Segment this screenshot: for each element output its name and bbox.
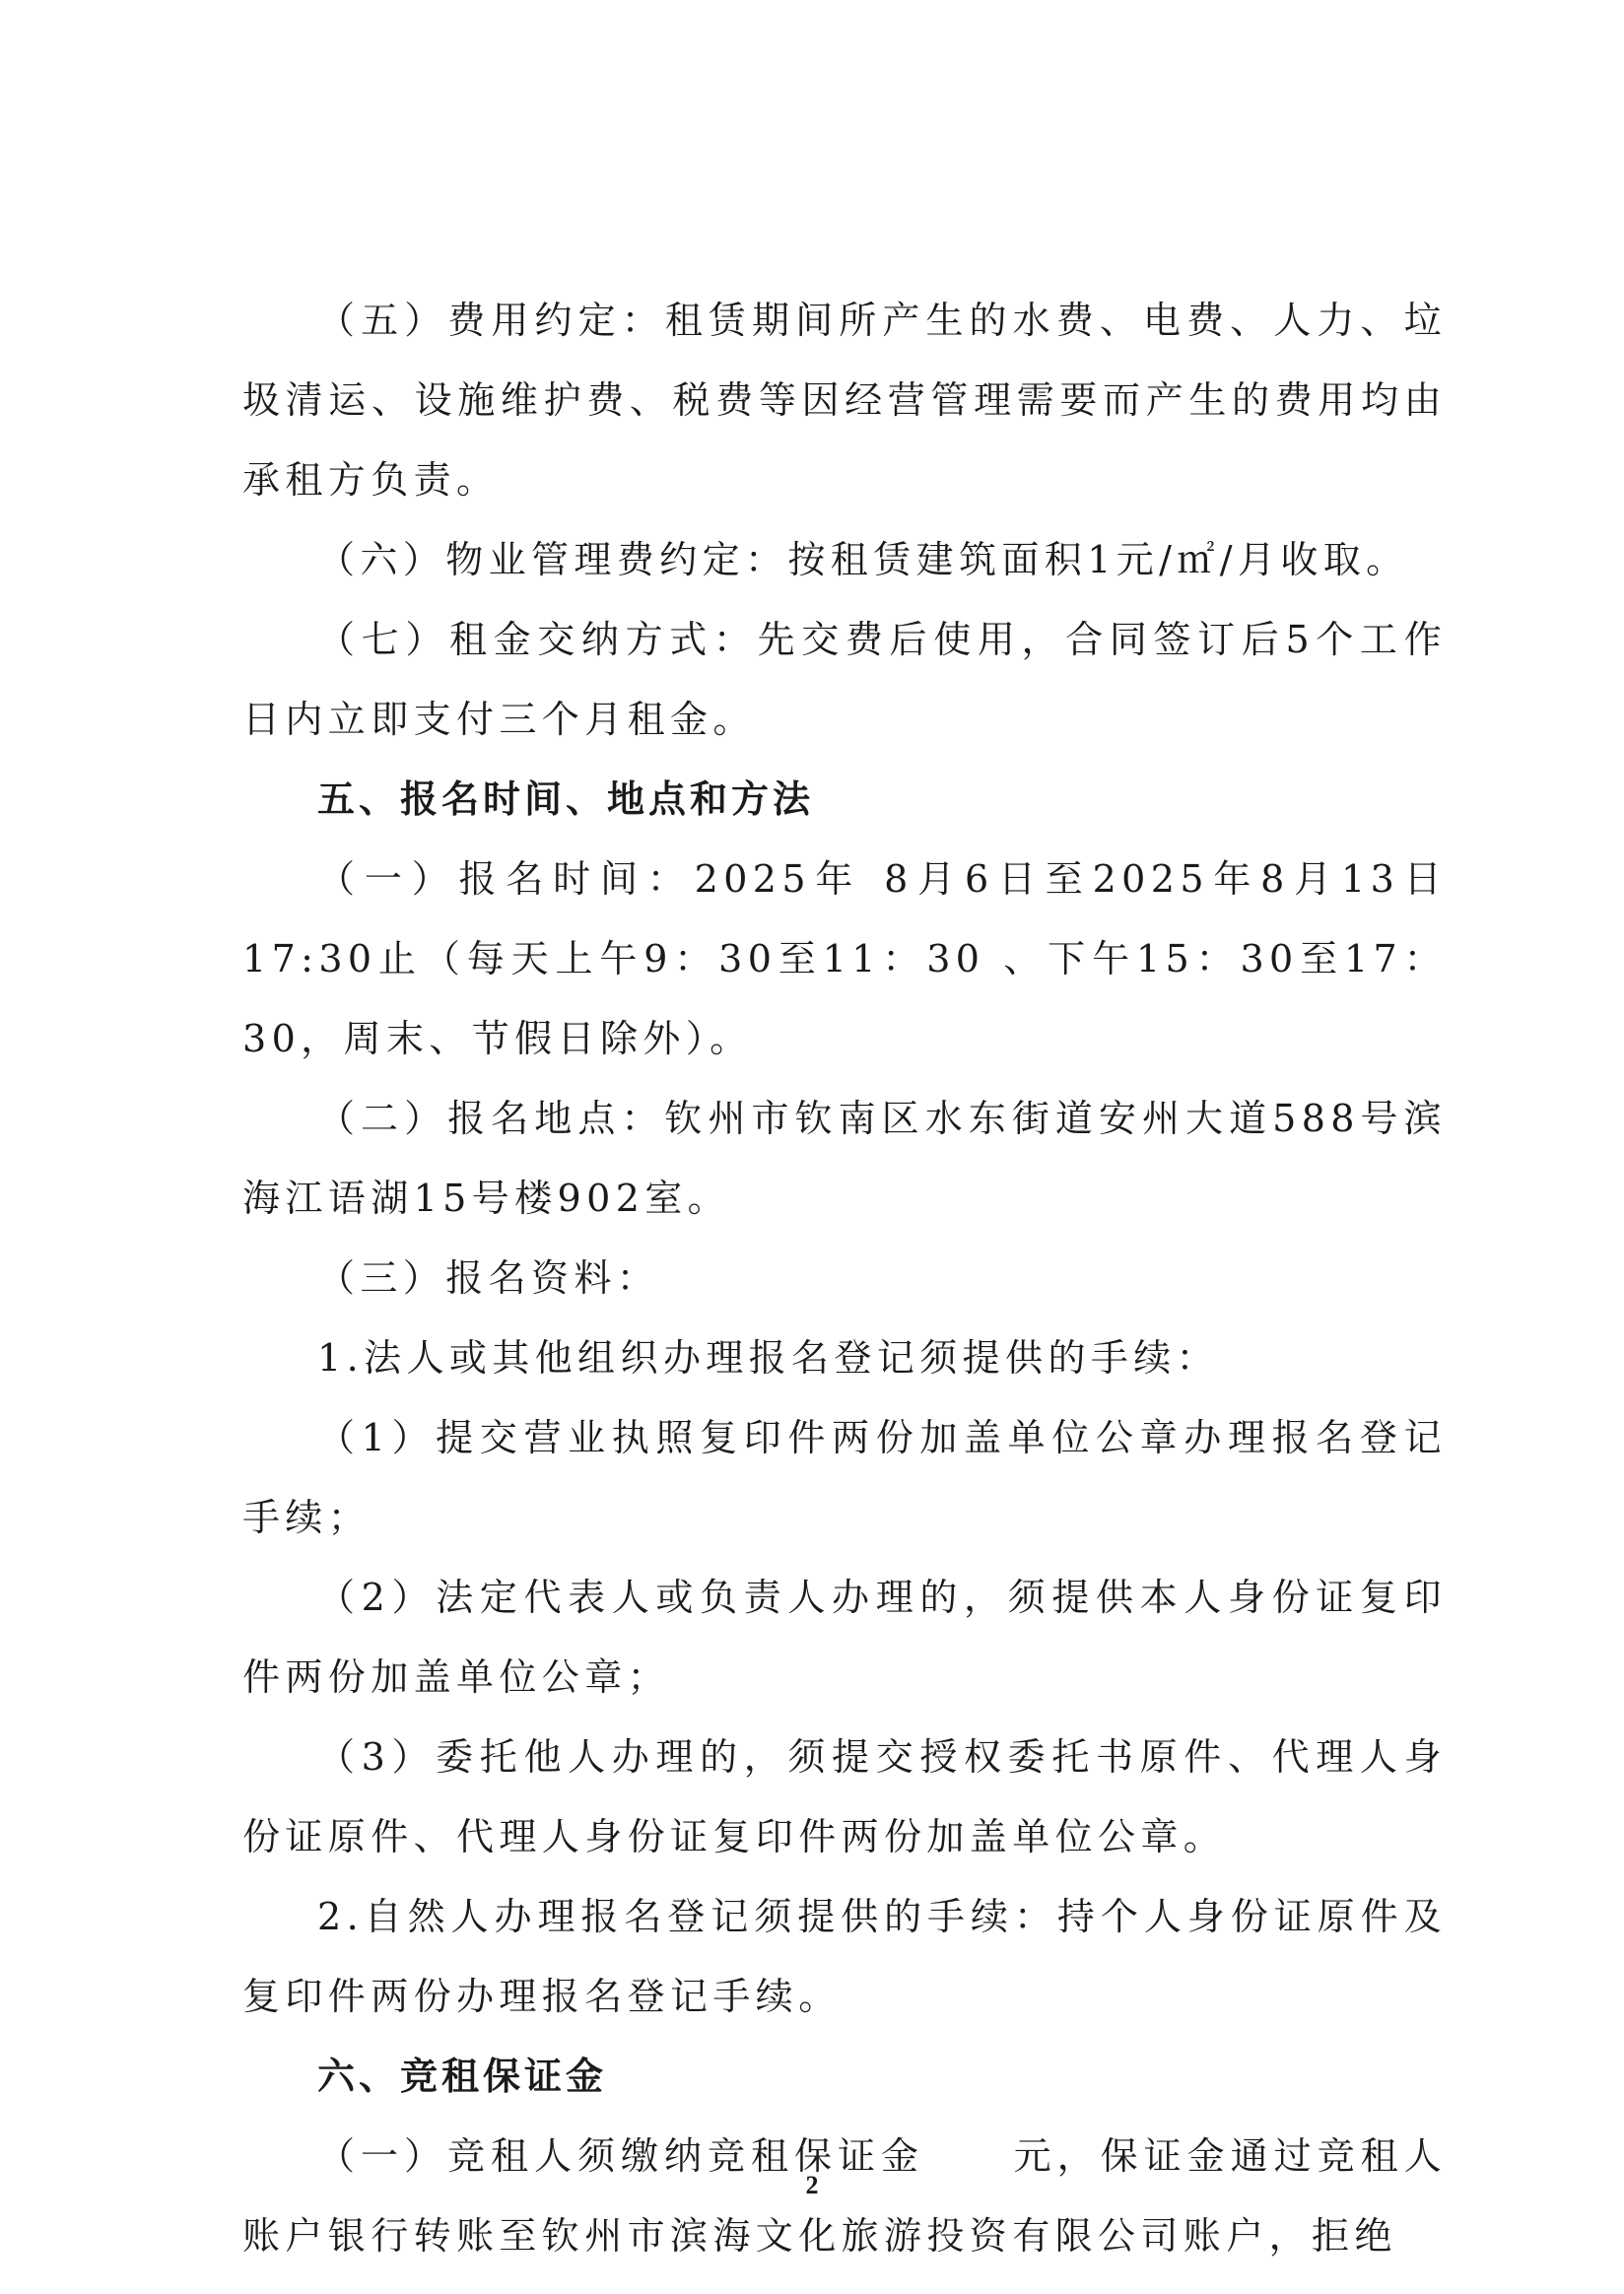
deposit-text-before: （一）竞租人须缴纳竞租保证金 (317, 2134, 924, 2178)
section-heading-deposit: 六、竞租保证金 (317, 2055, 608, 2098)
list-item-authorized-agent: （3）委托他人办理的，须提交授权委托书原件、代理人身份证原件、代理人身份证复印件两份加盖单位公章。 (242, 1735, 1447, 1858)
paragraph-registration-place: （二）报名地点：钦州市钦南区水东街道安州大道588号滨海江语湖15号楼902室。 (242, 1097, 1447, 1220)
page-number: 2 (805, 2171, 819, 2199)
document-body (242, 281, 1447, 2276)
list-item-legal-representative: （2）法定代表人或负责人办理的，须提供本人身份证复印件两份加盖单位公章； (242, 1576, 1447, 1699)
paragraph-registration-materials: （三）报名资料： (317, 1256, 660, 1300)
section-heading-registration: 五、报名时间、地点和方法 (317, 777, 815, 821)
deposit-text-after: 元，保证金通过竞租人账户银行转账至钦州市滨海文化旅游投资有限公司账户，拒绝 (242, 2134, 1447, 2258)
paragraph-legal-entity: 1.法人或其他组织办理报名登记须提供的手续： (317, 1336, 1220, 1380)
paragraph-registration-time: （一）报名时间：2025年 8月6日至2025年8月13日17:30止（每天上午9：30至11：30 、下午15：30至17：30，周末、节假日除外）。 (242, 857, 1447, 1060)
paragraph-natural-person: 2.自然人办理报名登记须提供的手续：持个人身份证原件及复印件两份办理报名登记手续。 (242, 1895, 1447, 2018)
paragraph-property-fee: （六）物业管理费约定：按租赁建筑面积1元/㎡/月收取。 (317, 538, 1409, 581)
list-item-business-license: （1）提交营业执照复印件两份加盖单位公章办理报名登记手续； (242, 1416, 1447, 1539)
paragraph-fee-agreement: （五）费用约定：租赁期间所产生的水费、电费、人力、垃圾清运、设施维护费、税费等因经营管理需要而产生的费用均由承租方负责。 (242, 299, 1447, 502)
paragraph-rent-payment: （七）租金交纳方式：先交费后使用，合同签订后5个工作日内立即支付三个月租金。 (242, 618, 1447, 741)
